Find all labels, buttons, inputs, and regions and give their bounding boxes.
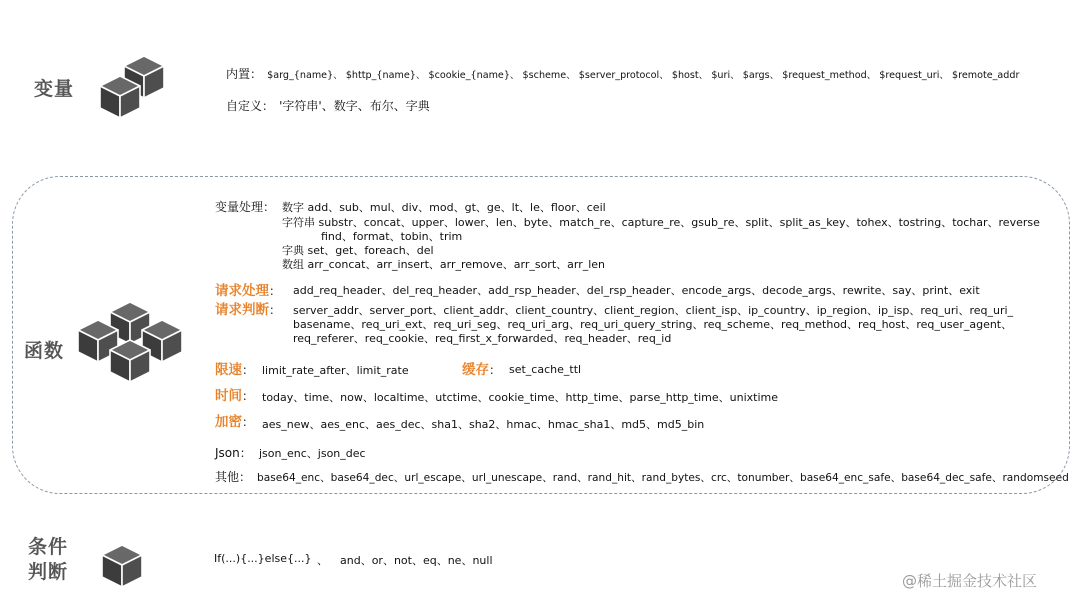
request-judgment-line1: server_addr、server_port、client_addr、client_country、client_region、client_isp、ip_country、ip_region、ip_isp、req_uri、req_uri_ bbox=[293, 304, 1014, 317]
request-processing-label: 请求处理 bbox=[215, 283, 269, 299]
var-string-line2: find、format、tobin、trim bbox=[321, 230, 463, 243]
encryption-label: 加密 bbox=[215, 414, 242, 430]
builtin-items: $arg_{name}、 $http_{name}、 $cookie_{name}、 $scheme、 $server_protocol、 $host、 $uri、 $args、 $request_method、 $request_uri、 $remote_addr bbox=[267, 70, 1020, 81]
json-items: json_enc、json_dec bbox=[259, 447, 366, 460]
rate-limit: 限速： bbox=[215, 362, 255, 378]
request-judgment: 请求判断： bbox=[215, 302, 282, 318]
var-string-line1: 字符串 substr、concat、upper、lower、len、byte、match_re、capture_re、gsub_re、split、split_as_key、tohex、tostring、tochar、reverse bbox=[282, 216, 1040, 229]
custom-label: 自定义： bbox=[226, 99, 275, 113]
functions-title: 函数 bbox=[24, 340, 65, 362]
var-number-line: 数字 add、sub、mul、div、mod、gt、ge、lt、le、floor、ceil bbox=[282, 201, 606, 214]
var-dict-line: 字典 set、get、foreach、del bbox=[282, 244, 434, 257]
cache: 缓存： bbox=[462, 362, 502, 378]
time: 时间： bbox=[215, 388, 255, 404]
other-label: 其他： bbox=[215, 470, 252, 484]
request-processing-items: add_req_header、del_req_header、add_rsp_header、del_rsp_header、encode_args、decode_args、rewrite、say、print、exit bbox=[293, 284, 980, 297]
encryption: 加密： bbox=[215, 414, 255, 430]
variables-title: 变量 bbox=[34, 78, 75, 100]
rate-limit-items: limit_rate_after、limit_rate bbox=[262, 364, 409, 377]
request-judgment-label: 请求判断 bbox=[215, 302, 269, 318]
request-judgment-line3: req_referer、req_cookie、req_first_x_forwarded、req_header、req_id bbox=[293, 332, 672, 345]
cubes-icon-variables bbox=[98, 56, 170, 120]
cache-label: 缓存 bbox=[462, 362, 489, 378]
cubes-icon-functions bbox=[74, 300, 194, 400]
rate-limit-label: 限速 bbox=[215, 362, 242, 378]
conditions-separator: 、 bbox=[317, 554, 328, 567]
watermark: @稀土掘金技术社区 bbox=[902, 572, 1038, 590]
custom-variables bbox=[226, 95, 430, 114]
request-processing: 请求处理： bbox=[215, 283, 282, 299]
conditions-syntax: If(...){...}else{...} bbox=[214, 552, 312, 565]
time-label: 时间 bbox=[215, 388, 242, 404]
builtin-label: 内置： bbox=[226, 67, 263, 81]
custom-items: '字符串'、数字、布尔、字典 bbox=[279, 99, 430, 113]
var-processing-label: 变量处理： bbox=[215, 200, 276, 214]
time-items: today、time、now、localtime、utctime、cookie_time、http_time、parse_http_time、unixtime bbox=[262, 391, 779, 404]
request-judgment-line2: basename、req_uri_ext、req_uri_seg、req_uri_arg、req_uri_query_string、req_scheme、req_method、req_host、req_user_agent、 bbox=[293, 318, 1013, 331]
other-items: base64_enc、base64_dec、url_escape、url_unescape、rand、rand_hit、rand_bytes、crc、tonumber、base64_enc_safe、base64_dec_safe、randomseed bbox=[257, 472, 1069, 484]
conditions-title-line2: 判断 bbox=[28, 561, 69, 583]
cube-icon-conditions bbox=[100, 543, 144, 589]
conditions-title-line1: 条件 bbox=[28, 536, 69, 558]
builtin-variables bbox=[226, 63, 1019, 82]
json-label: Json： bbox=[215, 446, 252, 460]
conditions-operators: and、or、not、eq、ne、null bbox=[340, 554, 493, 567]
var-array-line: 数组 arr_concat、arr_insert、arr_remove、arr_sort、arr_len bbox=[282, 258, 606, 271]
encryption-items: aes_new、aes_enc、aes_dec、sha1、sha2、hmac、hmac_sha1、md5、md5_bin bbox=[262, 418, 705, 431]
cache-items: set_cache_ttl bbox=[509, 363, 582, 376]
